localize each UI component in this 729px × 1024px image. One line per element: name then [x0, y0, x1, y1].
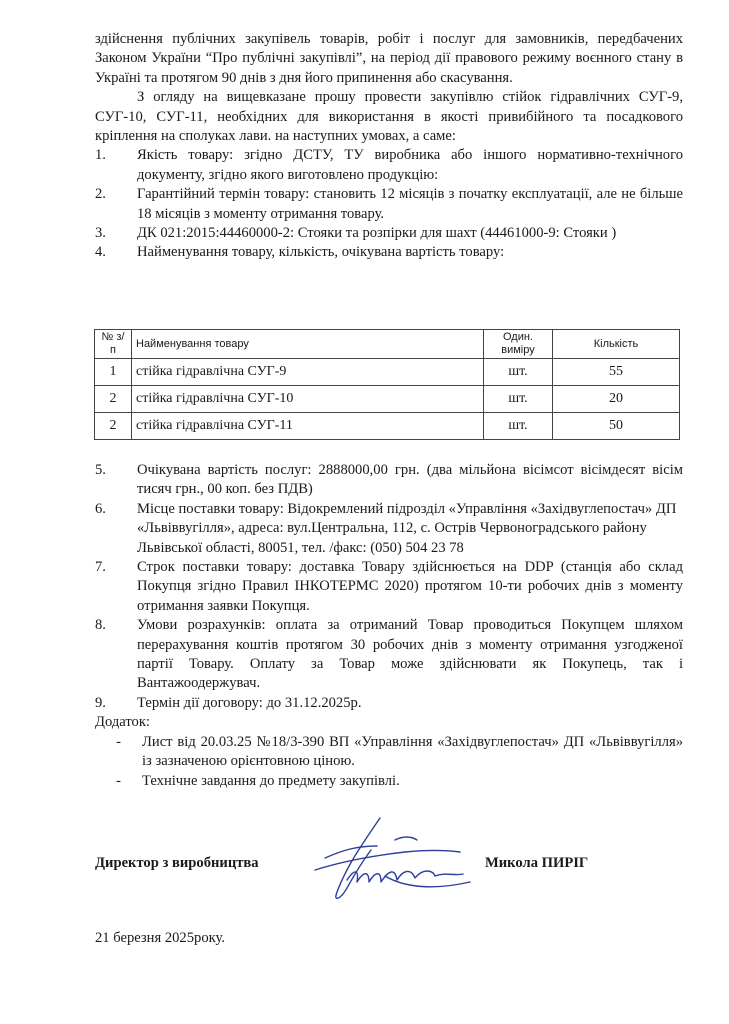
condition-text: Строк поставки товару: доставка Товару здійснюється на DDP (станція або склад Покупця згідно Правил ІНКОТЕРМС 2020) протягом 10-ти робочих днів з моменту отримання заявки Покупця. [137, 559, 683, 614]
attachment-text: Технічне завдання до предмету закупівлі. [142, 772, 400, 789]
row-qty: 20 [553, 386, 680, 413]
row-qty: 50 [553, 413, 680, 440]
condition-item-8 [95, 616, 683, 694]
document-date: 21 березня 2025року. [95, 930, 225, 946]
condition-text: Місце поставки товару: Відокремлений підрозділ «Управління «Західвуглепостач» ДП «Львіввугілля», адреса: вул.Центральна, 112, с. Острів Червоноградського району Львівської області, 80051, тел. /факс: (050) 504 23 78 [137, 500, 677, 556]
condition-number: 9. [95, 694, 106, 711]
list-dash: - [116, 772, 121, 789]
row-unit: шт. [484, 413, 553, 440]
attachment-text: Лист від 20.03.25 №18/3-390 ВП «Управління «Західвуглепостач» ДП «Львіввугілля» із зазначеною орієнтовною ціною. [142, 733, 683, 770]
header-name: Найменування товару [132, 330, 484, 359]
condition-text: Термін дії договору: до 31.12.2025р. [137, 694, 362, 711]
condition-text: Якість товару: згідно ДСТУ, ТУ виробника або іншого нормативно-технічного документу, згідно якого виготовлено продукцію: [137, 147, 683, 183]
header-num: № з/п [95, 330, 132, 359]
condition-number: 5. [95, 462, 106, 478]
document-body-bottom [95, 461, 683, 791]
row-num: 2 [95, 386, 132, 413]
table-header-row [95, 330, 680, 359]
list-dash: - [116, 733, 121, 750]
condition-text: Найменування товару, кількість, очікувана вартість товару: [137, 244, 505, 261]
list-item [95, 772, 683, 791]
goods-table [94, 329, 680, 440]
document-body-top [95, 30, 683, 263]
condition-item-6 [95, 500, 683, 558]
condition-number: 3. [95, 225, 106, 242]
condition-text: Гарантійний термін товару: становить 12 місяців з початку експлуатації, але не більше 18 місяців з моменту отримання товару. [137, 186, 683, 222]
intro-continuation: здійснення публічних закупівель товарів, робіт і послуг для замовників, передбачених Законом України “Про публічні закупівлі”, на період дії правового режиму воєнного стану в Україні та протягом 90 днів з дня його припинення або скасування. [95, 31, 683, 86]
signatory-name: Микола ПИРІГ [485, 855, 589, 871]
header-unit: Один. виміру [484, 330, 553, 359]
condition-number: 6. [95, 500, 106, 517]
table-row [95, 359, 680, 386]
handwritten-signature [285, 810, 485, 910]
row-name: стійка гідравлічна СУГ-11 [132, 413, 484, 440]
intro-request: З огляду на вищевказане прошу провести закупівлю стійок гідравлічних СУГ-9, СУГ-10, СУГ-11, необхідних для використання в якості привибійного та посадкового кріплення на сполуках лави. на наступних умовах, а саме: [95, 89, 683, 145]
condition-text: Умови розрахунків: оплата за отриманий Товар проводиться Покупцем шляхом перерахування коштів протягом 30 робочих днів з моменту отримання узгодженої партії Товару. Оплату за Товар може здійснювати як Покупець, так і Вантажоодержувач. [137, 617, 683, 692]
condition-item-1 [95, 146, 683, 185]
condition-item-7 [95, 558, 683, 616]
condition-item-4 [95, 243, 683, 262]
condition-item-5 [95, 461, 683, 500]
list-item [95, 733, 683, 772]
table-row [95, 386, 680, 413]
signatory-position: Директор з виробництва [95, 855, 259, 871]
row-num: 1 [95, 359, 132, 386]
condition-text: ДК 021:2015:44460000-2: Стояки та розпірки для шахт (44461000-9: Стояки ) [137, 225, 617, 242]
condition-number: 2. [95, 186, 106, 203]
row-num: 2 [95, 413, 132, 440]
condition-number: 7. [95, 559, 106, 576]
row-qty: 55 [553, 359, 680, 386]
attachments-list [95, 733, 683, 791]
condition-text: Очікувана вартість послуг: 2888000,00 грн. (два мільйона вісімсот вісімдесят вісім тисяч грн., 00 коп. без ПДВ) [137, 462, 683, 498]
table-row [95, 413, 680, 440]
condition-number: 1. [95, 147, 106, 164]
header-qty: Кількість [553, 330, 680, 359]
row-unit: шт. [484, 359, 553, 386]
row-name: стійка гідравлічна СУГ-9 [132, 359, 484, 386]
attachments-label: Додаток: [95, 714, 150, 731]
row-name: стійка гідравлічна СУГ-10 [132, 386, 484, 413]
condition-item-9 [95, 694, 683, 713]
condition-number: 8. [95, 617, 106, 634]
condition-number: 4. [95, 244, 106, 261]
row-unit: шт. [484, 386, 553, 413]
condition-item-3 [95, 224, 683, 243]
condition-item-2 [95, 185, 683, 224]
